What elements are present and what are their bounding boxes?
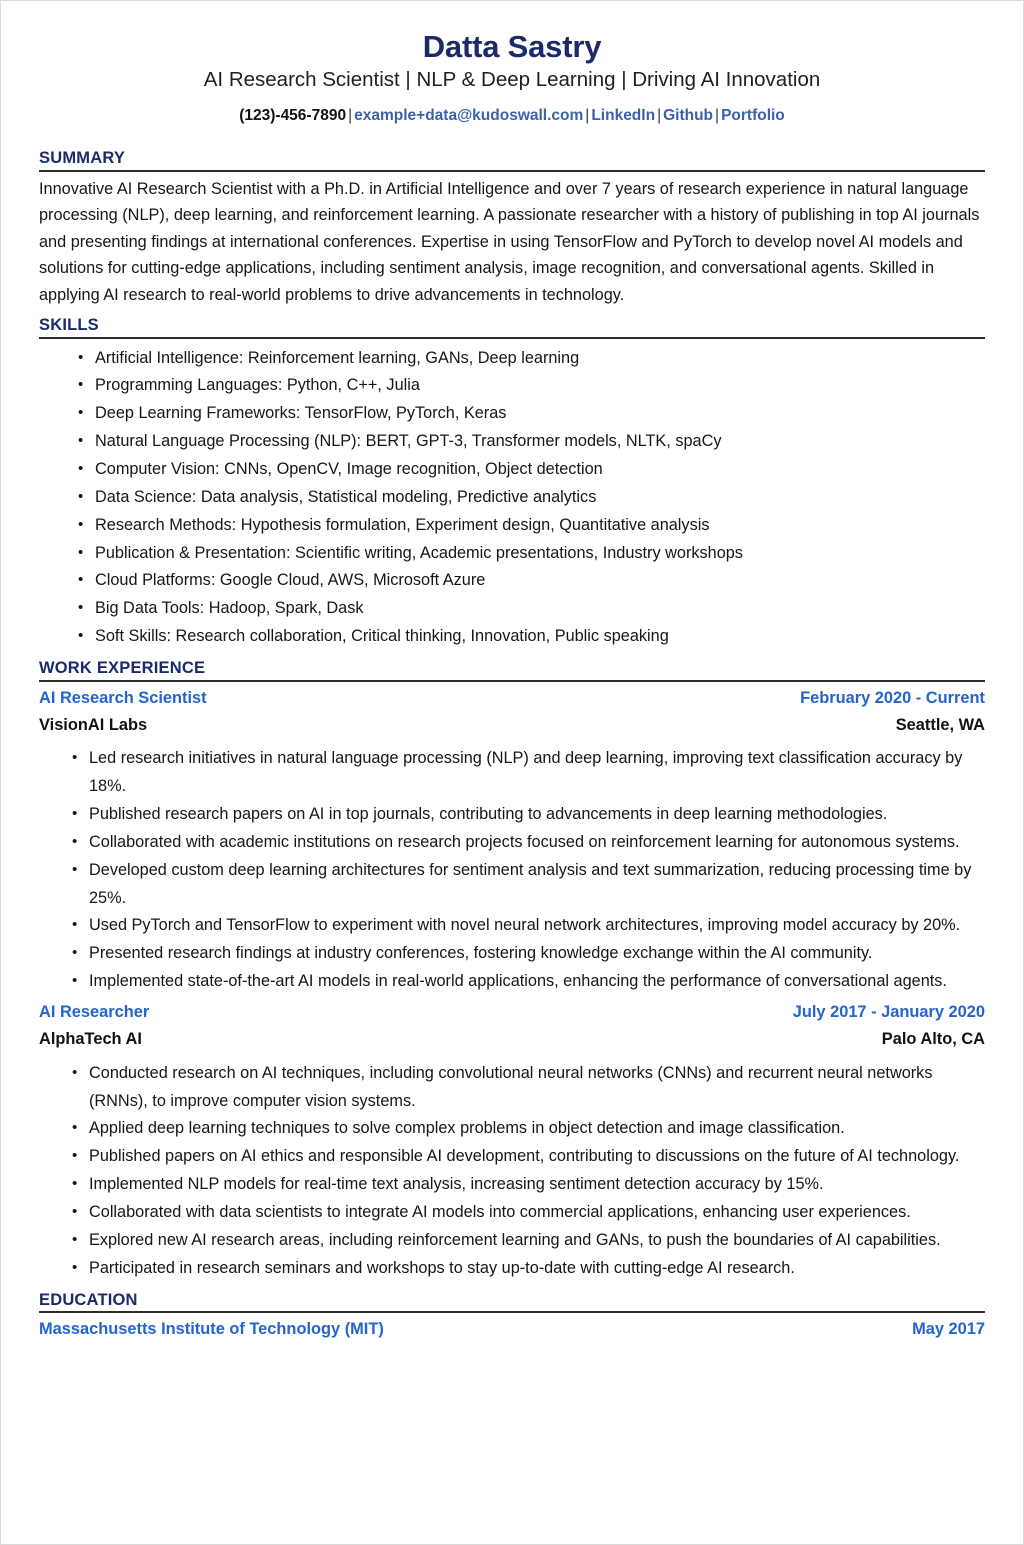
skills-list — [39, 345, 985, 651]
list-item: • Explored new AI research areas, including reinforcement learning and GANs, to push the boundaries of AI capabilities. — [89, 1227, 985, 1255]
list-item: • Applied deep learning techniques to solve complex problems in object detection and image classification. — [89, 1115, 985, 1143]
list-item: • Participated in research seminars and workshops to stay up-to-date with cutting-edge AI research. — [89, 1255, 985, 1283]
list-item: • Developed custom deep learning architectures for sentiment analysis and text summarization, reducing processing time by 25%. — [89, 857, 985, 913]
job-title: AI Research Scientist — [39, 688, 207, 707]
contact-separator-2: | — [585, 107, 590, 125]
job-bullets — [39, 1060, 985, 1283]
list-item: • Programming Languages: Python, C++, Julia — [95, 372, 985, 400]
job-company: VisionAI Labs — [39, 716, 148, 735]
job-title-row — [39, 1000, 985, 1025]
job-title: AI Researcher — [39, 1003, 150, 1022]
education-row — [39, 1317, 985, 1342]
job-entry — [39, 686, 985, 996]
contact-separator-1: | — [348, 107, 353, 125]
list-item: • Data Science: Data analysis, Statistical modeling, Predictive analytics — [95, 484, 985, 512]
contact-line — [39, 106, 985, 126]
list-item: • Collaborated with data scientists to integrate AI models into commercial applications, enhancing user experiences. — [89, 1199, 985, 1227]
candidate-headline: AI Research Scientist | NLP & Deep Learning | Driving AI Innovation — [203, 67, 821, 91]
section-title-summary: SUMMARY — [39, 148, 985, 172]
education-school: Massachusetts Institute of Technology (MIT) — [39, 1320, 384, 1339]
section-skills — [39, 315, 985, 651]
list-item: • Implemented state-of-the-art AI models in real-world applications, enhancing the performance of conversational agents. — [89, 968, 985, 996]
section-title-work-experience: WORK EXPERIENCE — [39, 658, 985, 682]
list-item: • Used PyTorch and TensorFlow to experiment with novel neural network architectures, improving model accuracy by 20%. — [89, 912, 985, 940]
job-dates: February 2020 - Current — [800, 688, 985, 707]
job-company-row — [39, 1025, 985, 1053]
contact-separator-4: | — [715, 107, 720, 125]
section-title-skills: SKILLS — [39, 315, 985, 339]
list-item: • Published papers on AI ethics and responsible AI development, contributing to discussions on the future of AI technology. — [89, 1143, 985, 1171]
list-item: • Deep Learning Frameworks: TensorFlow, PyTorch, Keras — [95, 400, 985, 428]
job-company: AlphaTech AI — [39, 1030, 142, 1049]
list-item: • Implemented NLP models for real-time text analysis, increasing sentiment detection accuracy by 15%. — [89, 1171, 985, 1199]
section-education — [39, 1290, 985, 1343]
education-date: May 2017 — [912, 1320, 985, 1339]
section-title-education: EDUCATION — [39, 1290, 985, 1314]
contact-portfolio-link[interactable]: Portfolio — [721, 107, 785, 125]
job-title-row — [39, 686, 985, 711]
list-item: • Cloud Platforms: Google Cloud, AWS, Microsoft Azure — [95, 567, 985, 595]
list-item: • Big Data Tools: Hadoop, Spark, Dask — [95, 595, 985, 623]
list-item: • Published research papers on AI in top journals, contributing to advancements in deep learning methodologies. — [89, 801, 985, 829]
job-location: Seattle, WA — [895, 716, 985, 735]
list-item: • Computer Vision: CNNs, OpenCV, Image recognition, Object detection — [95, 456, 985, 484]
list-item: • Publication & Presentation: Scientific writing, Academic presentations, Industry workshops — [95, 540, 985, 568]
candidate-name: Datta Sastry — [422, 29, 602, 64]
list-item: • Collaborated with academic institutions on research projects focused on reinforcement learning for autonomous systems. — [89, 829, 985, 857]
section-summary — [39, 148, 985, 308]
resume-content — [1, 1, 1023, 1343]
job-location: Palo Alto, CA — [881, 1030, 985, 1049]
job-entry — [39, 1000, 985, 1283]
contact-linkedin-link[interactable]: LinkedIn — [591, 107, 656, 125]
list-item: • Led research initiatives in natural language processing (NLP) and deep learning, improving text classification accuracy by 18%. — [89, 745, 985, 801]
summary-paragraph: Innovative AI Research Scientist with a Ph.D. in Artificial Intelligence and over 7 years of research experience in natural language processing (NLP), deep learning, and reinforcement learning. A passionate researcher with a history of publishing in top AI journals and presenting findings at international conferences. Expertise in using TensorFlow and PyTorch to develop novel AI models and solutions for cutting-edge applications, including sentiment analysis, image recognition, and conversational agents. Skilled in applying AI research to real-world problems to drive advancements in technology. — [39, 180, 980, 304]
contact-github-link[interactable]: Github — [663, 107, 714, 125]
contact-phone: (123)-456-7890 — [239, 107, 347, 125]
resume-header — [39, 29, 985, 126]
list-item: • Research Methods: Hypothesis formulation, Experiment design, Quantitative analysis — [95, 512, 985, 540]
list-item: • Natural Language Processing (NLP): BERT, GPT-3, Transformer models, NLTK, spaCy — [95, 428, 985, 456]
contact-separator-3: | — [657, 107, 662, 125]
job-bullets — [39, 745, 985, 996]
list-item: • Soft Skills: Research collaboration, Critical thinking, Innovation, Public speaking — [95, 623, 985, 651]
education-entry — [39, 1317, 985, 1342]
list-item: • Conducted research on AI techniques, including convolutional neural networks (CNNs) and recurrent neural networks (RNNs), to improve computer vision systems. — [89, 1060, 985, 1116]
list-item: • Presented research findings at industry conferences, fostering knowledge exchange within the AI community. — [89, 940, 985, 968]
list-item: • Artificial Intelligence: Reinforcement learning, GANs, Deep learning — [95, 345, 985, 373]
section-work-experience — [39, 658, 985, 1283]
job-company-row — [39, 711, 985, 739]
contact-email-link[interactable]: example+data@kudoswall.com — [354, 107, 584, 125]
job-dates: July 2017 - January 2020 — [792, 1003, 985, 1022]
